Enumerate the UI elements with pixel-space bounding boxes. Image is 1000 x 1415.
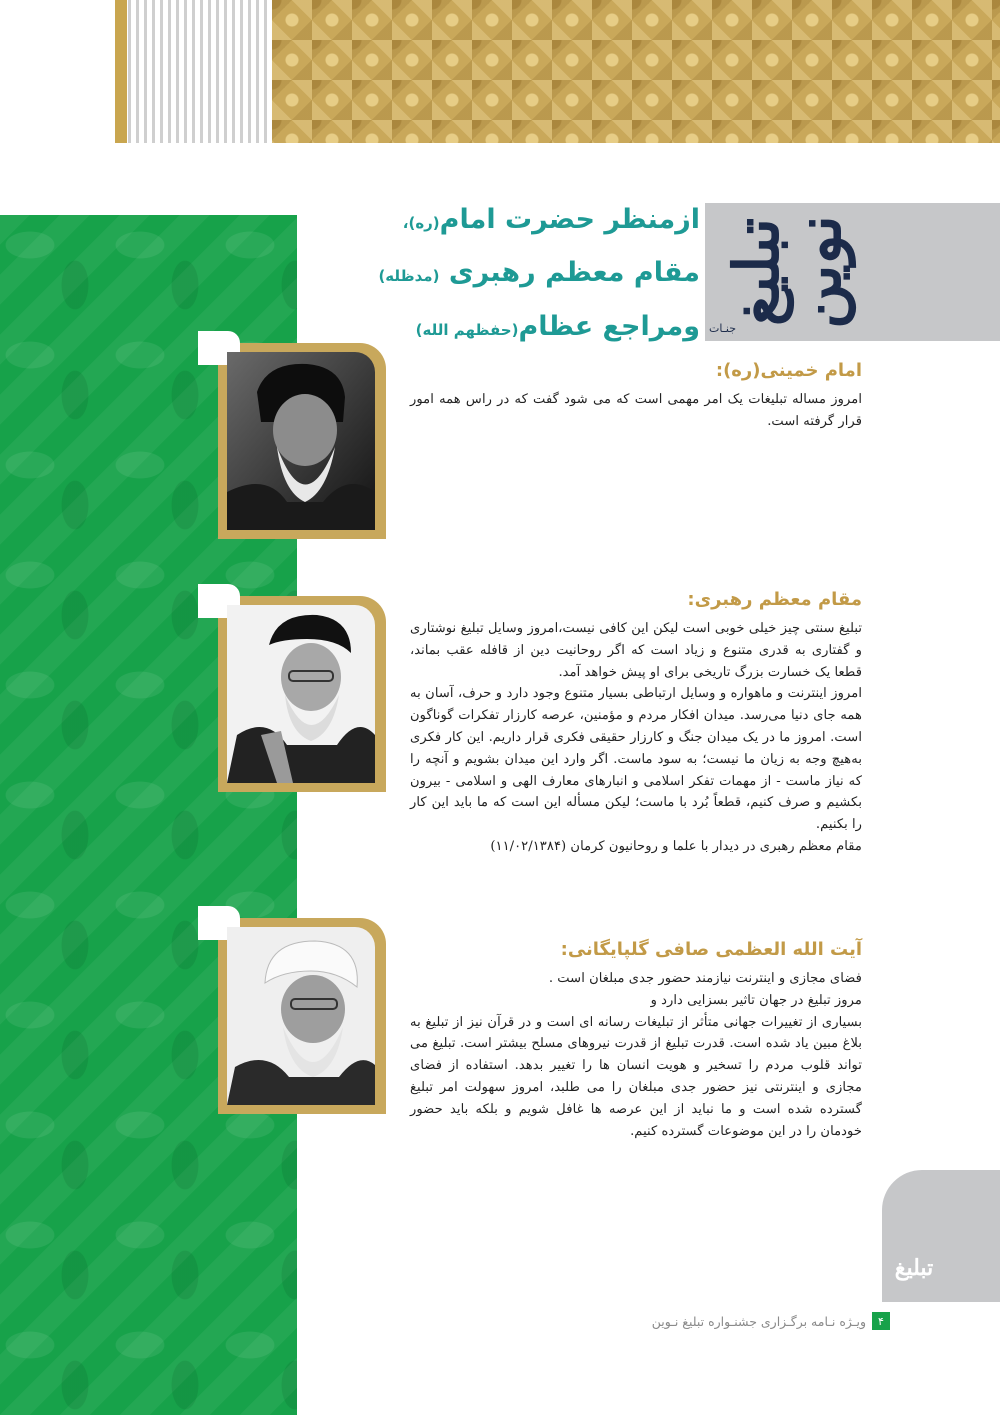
portrait-frame-safi [218, 918, 386, 1114]
logo-box [705, 203, 1000, 341]
section-khomeini [410, 359, 862, 433]
heading-line-1-small: (ره)، [402, 214, 440, 232]
top-ornament-banner [272, 0, 1000, 143]
heading-line-3 [380, 312, 700, 345]
footer-text: ویـژه نـامه برگـزاری جشنـواره تبلیغ نـوین [651, 1313, 866, 1329]
portrait-frame-khomeini [218, 343, 386, 539]
heading-line-2-small: (مدظله) [378, 267, 440, 285]
heading-line-2-main: مقام معظم رهبری [448, 257, 700, 288]
heading-line-2 [380, 258, 700, 291]
portrait-khomeini [227, 352, 375, 530]
section-title: مقام معظم رهبری: [687, 589, 862, 610]
section-paragraph: تبلیغ سنتی چیز خیلی خوبی است لیکن این کافی نیست،امروز وسایل تبلیغ نوشتاری و گفتاری به قدری متنوع و زیاد است که اگر روحانیت دین از قافله عقب بماند، قطعا یک خسارت بزرگ تاریخی برای او پیش خواهد آمد. [410, 621, 862, 680]
section-leader [410, 588, 862, 858]
section-paragraph: امروز مساله تبلیغات یک امر مهمی است که می شود گفت که در راس همه امور قرار گرفته است. [410, 392, 862, 429]
logo-subtext: جنـات [709, 322, 737, 335]
footer [652, 1312, 890, 1330]
portrait-leader [227, 605, 375, 783]
section-paragraph: امروز اینترنت و ماهواره و وسایل ارتباطی بسیار متنوع وجود دارد و حرف، آسان به همه جای دنیا می‌رسد. میدان افکار مردم و مؤمنین، عرصه کارزار تفکرات گوناگون است. امروز ما در یک میدان جنگ و کارزار حقیقی فکری قرار داریم. این کار فکری به‌هیچ وجه به زیان ما نیست؛ به سود ماست. اگر وارد این میدان بشویم و آنچه را که نیاز ماست - از مهمات تفکر اسلامی و انبارهای معارف الهی و اسلامی - بیرون بکشیم و صرف کنیم، قطعاً بُرد با ماست؛ لیکن مسأله این است که ما باید این کار را بکنیم. [410, 686, 862, 833]
section-title: آیت الله العظمی صافی گلپایگانی: [560, 939, 862, 960]
top-gold-edge [115, 0, 127, 143]
footer-rule [882, 1300, 1000, 1302]
section-paragraph: فضای مجازی و اینترنت نیازمند حضور جدی مبلغان است . [548, 971, 862, 986]
heading-line-3-main: ومراجع عظام [518, 311, 700, 342]
section-citation: مقام معظم رهبری در دیدار با علما و روحانیون کرمان (۱۱/۰۲/۱۳۸۴) [490, 838, 862, 854]
section-paragraph: بسیاری از تغییرات جهانی متأثر از تبلیغات رسانه ای است و در قرآن نیز از تبلیغ به بلاغ مبین یاد شده است. قدرت تبلیغ از قدرت نیروهای مسلح بیشتر است. تبلیغ می تواند قلوب مردم را تسخیر و هویت انسان ها را تغییر بدهد. استفاده از فضای مجازی و اینترنتی نیز حضور جدی مبلغان را می طلبد، امروز سهولت امر تبلیغ گسترده شده است و ما نباید از این عرصه ها غافل شویم و بلکه باید حضور خودمان را در این موضوعات گسترده کنیم. [410, 1014, 862, 1139]
top-stripes [115, 0, 270, 143]
portrait-safi [227, 927, 375, 1105]
section-paragraph: مروز تبلیغ در جهان تاثیر بسزایی دارد و [650, 992, 862, 1008]
section-title: امام خمینی(ره): [715, 360, 862, 381]
logo-calligraphy: تبلیغ نوین [720, 215, 855, 329]
heading-line-1 [380, 205, 700, 238]
portrait-frame-leader [218, 596, 386, 792]
page-number: ۴ [872, 1312, 890, 1330]
corner-logo: تبلیغ [894, 1255, 934, 1281]
section-safi [410, 938, 862, 1142]
heading-line-3-small: (حفظهم الله) [415, 321, 519, 339]
heading-line-1-main: ازمنظر حضرت امام [439, 204, 700, 235]
